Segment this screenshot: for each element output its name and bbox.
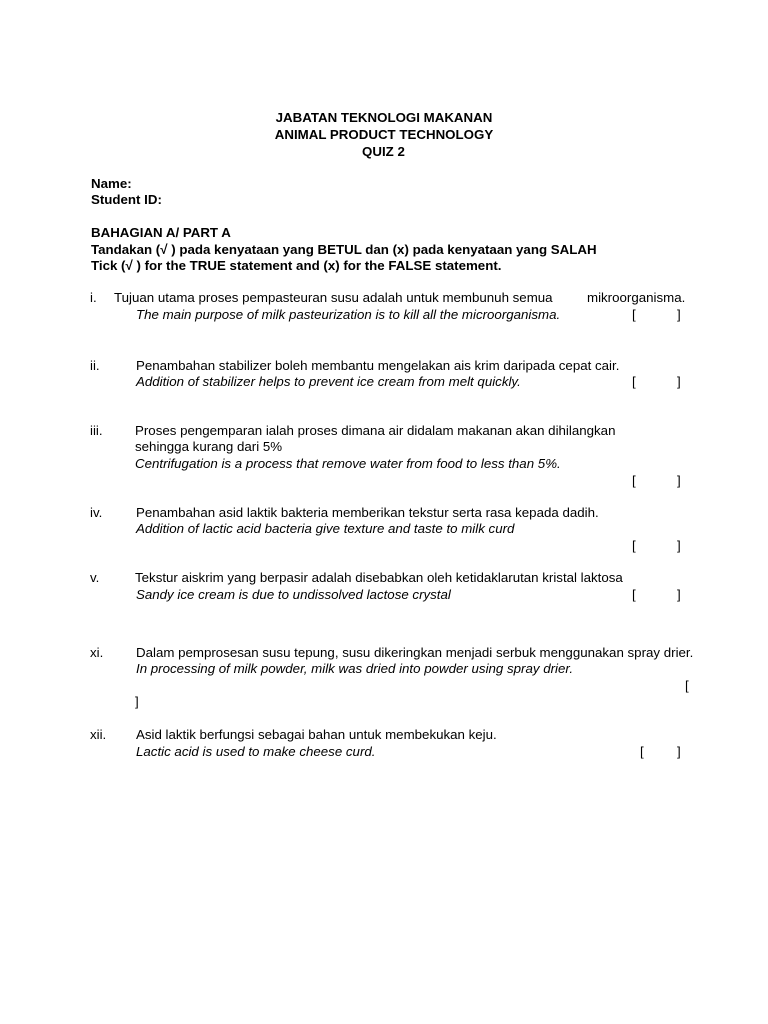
- question-number: xii.: [90, 727, 107, 742]
- question-text-english: Lactic acid is used to make cheese curd.: [136, 744, 376, 759]
- instruction-malay: Tandakan (√ ) pada kenyataan yang BETUL dan (x) pada kenyataan yang SALAH: [91, 242, 597, 257]
- answer-box-open[interactable]: [: [632, 587, 636, 602]
- department-title: JABATAN TEKNOLOGI MAKANAN: [275, 110, 493, 125]
- question-text-malay-continued: sehingga kurang dari 5%: [135, 439, 283, 454]
- answer-box-close[interactable]: ]: [677, 374, 681, 389]
- question-number: ii.: [90, 358, 100, 373]
- student-id-label: Student ID:: [91, 192, 162, 207]
- question-number: i.: [90, 290, 97, 305]
- question-text-malay: Penambahan asid laktik bakteria memberikan tekstur serta rasa kepada dadih.: [136, 505, 599, 520]
- question-text-malay-continued: mikroorganisma.: [587, 290, 686, 305]
- section-title: BAHAGIAN A/ PART A: [91, 225, 231, 240]
- question-text-english: In processing of milk powder, milk was dried into powder using spray drier.: [136, 661, 574, 676]
- question-text-english: Addition of stabilizer helps to prevent ice cream from melt quickly.: [136, 374, 521, 389]
- question-number: xi.: [90, 645, 104, 660]
- answer-box-close[interactable]: ]: [677, 538, 681, 553]
- quiz-title: QUIZ 2: [362, 144, 405, 159]
- answer-box-open[interactable]: [: [632, 538, 636, 553]
- answer-box-open[interactable]: [: [685, 678, 689, 693]
- question-text-malay: Dalam pemprosesan susu tepung, susu dikeringkan menjadi serbuk menggunakan spray drier.: [136, 645, 694, 660]
- course-title: ANIMAL PRODUCT TECHNOLOGY: [274, 127, 494, 142]
- answer-box-close[interactable]: ]: [677, 473, 681, 488]
- answer-box-open[interactable]: [: [640, 744, 644, 759]
- answer-box-close[interactable]: ]: [677, 744, 681, 759]
- question-text-malay: Tujuan utama proses pempasteuran susu adalah untuk membunuh semua: [114, 290, 553, 305]
- question-text-malay: Asid laktik berfungsi sebagai bahan untuk membekukan keju.: [136, 727, 497, 742]
- question-number: iv.: [90, 505, 103, 520]
- answer-box-open[interactable]: [: [632, 374, 636, 389]
- question-text-english: The main purpose of milk pasteurization is to kill all the microorganisma.: [136, 307, 561, 322]
- instruction-english: Tick (√ ) for the TRUE statement and (x) for the FALSE statement.: [91, 258, 502, 273]
- question-text-english: Centrifugation is a process that remove water from food to less than 5%.: [135, 456, 561, 471]
- answer-box-open[interactable]: [: [632, 473, 636, 488]
- question-text-english: Sandy ice cream is due to undissolved lactose crystal: [136, 587, 451, 602]
- answer-box-close[interactable]: ]: [677, 587, 681, 602]
- answer-box-open[interactable]: [: [632, 307, 636, 322]
- question-text-malay: Proses pengemparan ialah proses dimana air didalam makanan akan dihilangkan: [135, 423, 616, 438]
- question-number: iii.: [90, 423, 103, 438]
- question-text-malay: Tekstur aiskrim yang berpasir adalah disebabkan oleh ketidaklarutan kristal laktosa: [135, 570, 623, 585]
- question-number: v.: [90, 570, 100, 585]
- answer-box-close[interactable]: ]: [135, 694, 139, 709]
- answer-box-close[interactable]: ]: [677, 307, 681, 322]
- question-text-malay: Penambahan stabilizer boleh membantu mengelakan ais krim daripada cepat cair.: [136, 358, 620, 373]
- question-text-english: Addition of lactic acid bacteria give texture and taste to milk curd: [136, 521, 515, 536]
- name-label: Name:: [91, 176, 132, 191]
